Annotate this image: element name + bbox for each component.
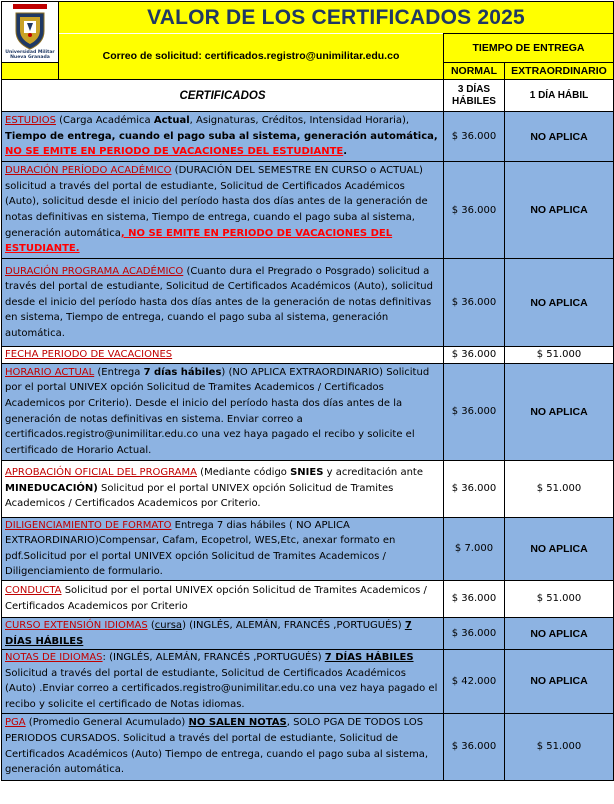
normal-price: $ 36.000 xyxy=(444,259,505,347)
description-text: (Promedio General Acumulado) xyxy=(25,717,189,729)
certificate-row xyxy=(2,617,614,649)
certificates-table xyxy=(1,1,614,781)
description-text: 7 DÍAS HÁBILES xyxy=(324,652,414,664)
description-text: Entrega 7 dias hábiles ( NO APLICA EXTRAORDINARIO)Compensar, Cafam, Ecopetrol, WES,Etc, anexar formato en pdf.Solicitud por el portal UNIVEX opción Solicitud de Tramites Academicos / Diligenciamiento de formulario. xyxy=(5,519,396,578)
normal-price: $ 7.000 xyxy=(444,517,505,580)
description-text: 7 días hábiles xyxy=(143,366,222,378)
certificate-description xyxy=(2,112,444,162)
description-text: (Mediante código xyxy=(197,467,291,479)
description-text: , Asignaturas, Créditos, Intensidad Horaria), xyxy=(189,115,410,127)
description-text: ) (NO APLICA EXTRAORDINARIO) Solicitud por el portal UNIVEX opción Solicitud de Tramites Academicos / Certificados Academicos por Criterio). Desde el inicio del período hasta dos días antes de la generación de notas definitivas en sistema. Enviar correo a certificados.registro@unimilitar.edu.co una vez haya pagado el recibo y solicite el certificado de Horario Actual. xyxy=(5,366,430,456)
certificate-row xyxy=(2,580,614,617)
extraordinario-price: $ 51.000 xyxy=(505,580,614,617)
certificate-name: HORARIO ACTUAL xyxy=(5,366,95,378)
normal-price: $ 36.000 xyxy=(444,347,505,364)
extraordinario-price: NO APLICA xyxy=(505,162,614,259)
page-title: VALOR DE LOS CERTIFICADOS 2025 xyxy=(59,2,614,34)
extraordinario-price: $ 51.000 xyxy=(505,713,614,780)
extraordinario-header: EXTRAORDINARIO xyxy=(505,63,614,80)
certificate-name: ESTUDIOS xyxy=(5,115,56,127)
description-text: (DURACIÓN DEL SEMESTRE EN CURSO o ACTUAL) solicitud a través del portal de estudiante, Solicitud de Certificados Académicos (Auto), solicitud desde el inicio del período hasta dos días antes de la generación de notas definitivas en sistema, Tiempo de entrega, cuando el pago suba al sistema, generación automática xyxy=(5,165,428,239)
normal-days-header: 3 DÍAS HÁBILES xyxy=(444,80,505,112)
certificate-description xyxy=(2,517,444,580)
university-shield-icon xyxy=(13,4,47,50)
certificados-header: CERTIFICADOS xyxy=(2,80,444,112)
certificate-name: DURACIÓN PERÍODO ACADÉMICO xyxy=(5,165,172,177)
extraordinario-price: NO APLICA xyxy=(505,517,614,580)
certificate-row xyxy=(2,112,614,162)
description-text: Solicitud a través del portal de estudiante, Solicitud de Certificados Académicos (Auto) .Enviar correo a certificados.registro@unimilitar.edu.co una vez haya pagado el recibo y solicite el certificado de Notas idiomas. xyxy=(5,667,438,710)
normal-header: NORMAL xyxy=(444,63,505,80)
certificate-name: FECHA PERIODO DE VACACIONES xyxy=(5,349,173,360)
description-text: cursa xyxy=(154,619,183,631)
certificate-name: PGA xyxy=(5,717,26,729)
certificate-row xyxy=(2,347,614,364)
normal-price: $ 36.000 xyxy=(444,162,505,259)
description-text: NO SALEN NOTAS xyxy=(188,717,287,729)
certificate-row xyxy=(2,713,614,780)
description-text: . xyxy=(343,146,348,158)
certificate-row xyxy=(2,363,614,460)
certificate-row xyxy=(2,517,614,580)
certificate-description xyxy=(2,580,444,617)
description-text: SNIES xyxy=(290,467,324,479)
certificate-name: DILIGENCIAMIENTO DE FORMATO xyxy=(5,519,172,531)
certificate-name: APROBACIÓN OFICIAL DEL PROGRAMA xyxy=(5,467,197,479)
description-text: ( xyxy=(147,619,155,631)
description-text: (Carga Académica xyxy=(55,115,154,127)
logo-spacer xyxy=(2,63,59,80)
description-text: ) (INGLÉS, ALEMÁN, FRANCÉS ,PORTUGUÉS) xyxy=(182,619,405,631)
normal-price: $ 36.000 xyxy=(444,112,505,162)
normal-price: $ 36.000 xyxy=(444,460,505,517)
description-text: : (INGLÉS, ALEMÁN, FRANCÉS ,PORTUGUÉS) xyxy=(102,652,325,664)
certificate-row xyxy=(2,650,614,713)
description-text: Tiempo de entrega, cuando el pago suba al sistema, generación automática, xyxy=(5,130,438,142)
description-text: NO SE EMITE EN PERIODO DE VACACIONES DEL ESTUDIANTE xyxy=(5,146,344,158)
description-text: Solicitud por el portal UNIVEX opción Solicitud de Tramites Academicos / Certificados Academicos por Criterio xyxy=(5,585,427,612)
certificate-name: CONDUCTA xyxy=(5,585,62,597)
extraordinario-price: NO APLICA xyxy=(505,650,614,713)
delivery-time-header: TIEMPO DE ENTREGA xyxy=(444,34,614,63)
normal-price: $ 36.000 xyxy=(444,580,505,617)
logo-name: Universidad Militar Nueva Granada xyxy=(5,50,55,60)
extra-days-header: 1 DÍA HÁBIL xyxy=(505,80,614,112)
normal-price: $ 36.000 xyxy=(444,617,505,649)
certificate-row xyxy=(2,259,614,347)
description-text: (Entrega xyxy=(94,366,144,378)
description-text: y acreditación ante xyxy=(323,467,423,479)
certificate-name: NOTAS DE IDIOMAS xyxy=(5,652,103,664)
extraordinario-price: NO APLICA xyxy=(505,617,614,649)
certificate-description xyxy=(2,162,444,259)
certificate-description xyxy=(2,363,444,460)
certificate-row xyxy=(2,460,614,517)
logo-cell xyxy=(2,2,59,63)
request-email: Correo de solicitud: certificados.registro@unimilitar.edu.co xyxy=(59,34,444,80)
normal-price: $ 36.000 xyxy=(444,713,505,780)
extraordinario-price: $ 51.000 xyxy=(505,347,614,364)
description-text: , SOLO PGA DE TODOS LOS PERIODOS CURSADOS. Solicitud a través del portal de estudiante, Solicitud de Certificados Académicos (Auto) Tiempo de entrega, cuando el pago suba al sistema, generación automática. xyxy=(5,717,429,776)
certificate-name: CURSO EXTENSIÓN IDIOMAS xyxy=(5,619,148,631)
certificate-description xyxy=(2,713,444,780)
description-text: Actual xyxy=(153,115,190,127)
extraordinario-price: $ 51.000 xyxy=(505,460,614,517)
certificate-description xyxy=(2,460,444,517)
certificate-description xyxy=(2,650,444,713)
extraordinario-price: NO APLICA xyxy=(505,259,614,347)
extraordinario-price: NO APLICA xyxy=(505,363,614,460)
extraordinario-price: NO APLICA xyxy=(505,112,614,162)
description-text: 7 DÍAS HÁBILES xyxy=(5,619,412,647)
certificate-description xyxy=(2,617,444,649)
certificate-description xyxy=(2,347,444,364)
certificate-name: DURACIÓN PROGRAMA ACADÉMICO xyxy=(5,265,184,277)
certificate-description xyxy=(2,259,444,347)
description-text: , NO SE EMITE EN PERIODO DE VACACIONES DEL ESTUDIANTE. xyxy=(5,227,393,255)
description-text: Solicitud por el portal UNIVEX opción Solicitud de Tramites Academicos / Certificados Academicos por Criterio. xyxy=(5,482,394,510)
description-text: (Cuanto dura el Pregrado o Posgrado) solicitud a través del portal de estudiante, Solicitud de Certificados Académicos (Auto), solicitud desde el inicio del período hasta dos días antes de la generación de notas definitivas en sistema, Tiempo de entrega, cuando el pago suba al sistema, generación automática. xyxy=(5,265,433,339)
certificate-row xyxy=(2,162,614,259)
normal-price: $ 36.000 xyxy=(444,363,505,460)
normal-price: $ 42.000 xyxy=(444,650,505,713)
description-text: MINEDUCACIÓN) xyxy=(5,482,98,494)
